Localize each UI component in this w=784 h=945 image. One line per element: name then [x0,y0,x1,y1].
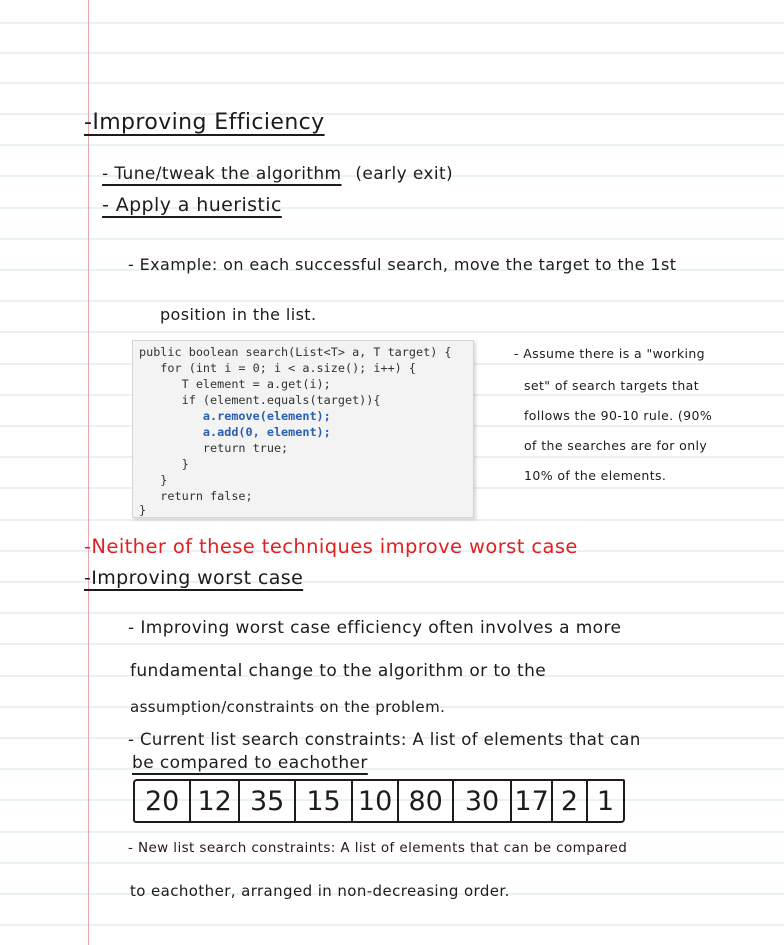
code-line-highlighted: a.remove(element); [139,409,331,423]
worst-case-p2-line-2: be compared to eachother [132,753,368,773]
array-cell: 20 [135,781,191,821]
array-cell: 15 [296,781,352,821]
section-heading: -Improving Efficiency [84,110,325,135]
code-line: if (element.equals(target)){ [139,393,381,407]
array-cell: 30 [454,781,512,821]
worst-case-p1-line-1: - Improving worst case efficiency often involves a more [128,618,622,638]
side-note-line-5: 10% of the elements. [524,468,667,483]
number-array [133,779,625,823]
side-note-line-2: set" of search targets that [524,378,700,393]
example-line-2: position in the list. [160,305,317,324]
bullet-tune [102,164,453,184]
code-line: } [139,457,189,471]
bullet-tune-text: - Tune/tweak the algorithm [102,164,342,184]
code-line: return false; [139,489,253,503]
worst-case-heading: -Improving worst case [84,567,304,589]
red-note: -Neither of these techniques improve worst case [84,535,578,558]
margin-line [88,0,89,945]
worst-case-p2-line-1: - Current list search constraints: A list of elements that can [128,730,641,749]
array-cell: 35 [240,781,296,821]
side-note-line-4: of the searches are for only [524,438,708,453]
array-cell: 17 [512,781,553,821]
array-cell: 80 [399,781,453,821]
bullet-heuristic: - Apply a hueristic [102,194,282,216]
code-line: T element = a.get(i); [139,377,331,391]
code-line: } [139,473,168,487]
array-cell: 10 [353,781,400,821]
worst-case-p3-line-1: - New list search constraints: A list of elements that can be compared [128,840,628,856]
bullet-tune-note: (early exit) [355,164,454,184]
code-line: return true; [139,441,289,455]
array-cell: 1 [596,785,615,817]
code-line: for (int i = 0; i < a.size(); i++) { [139,361,416,375]
worst-case-p3-line-2: to eachother, arranged in non-decreasing order. [130,882,510,900]
code-line: public boolean search(List<T> a, T target) { [139,345,452,359]
example-line-1: - Example: on each successful search, move the target to the 1st [128,255,677,274]
side-note-line-3: follows the 90-10 rule. (90% [524,408,713,423]
code-line: } [139,503,147,517]
array-cell: 2 [553,781,588,821]
side-note-line-1: - Assume there is a "working [514,346,705,361]
worst-case-p1-line-2: fundamental change to the algorithm or to the [130,661,547,681]
array-cell: 12 [191,781,240,821]
code-snippet [132,340,474,518]
worst-case-p1-line-3: assumption/constraints on the problem. [130,698,446,716]
code-line-highlighted: a.add(0, element); [139,425,331,439]
